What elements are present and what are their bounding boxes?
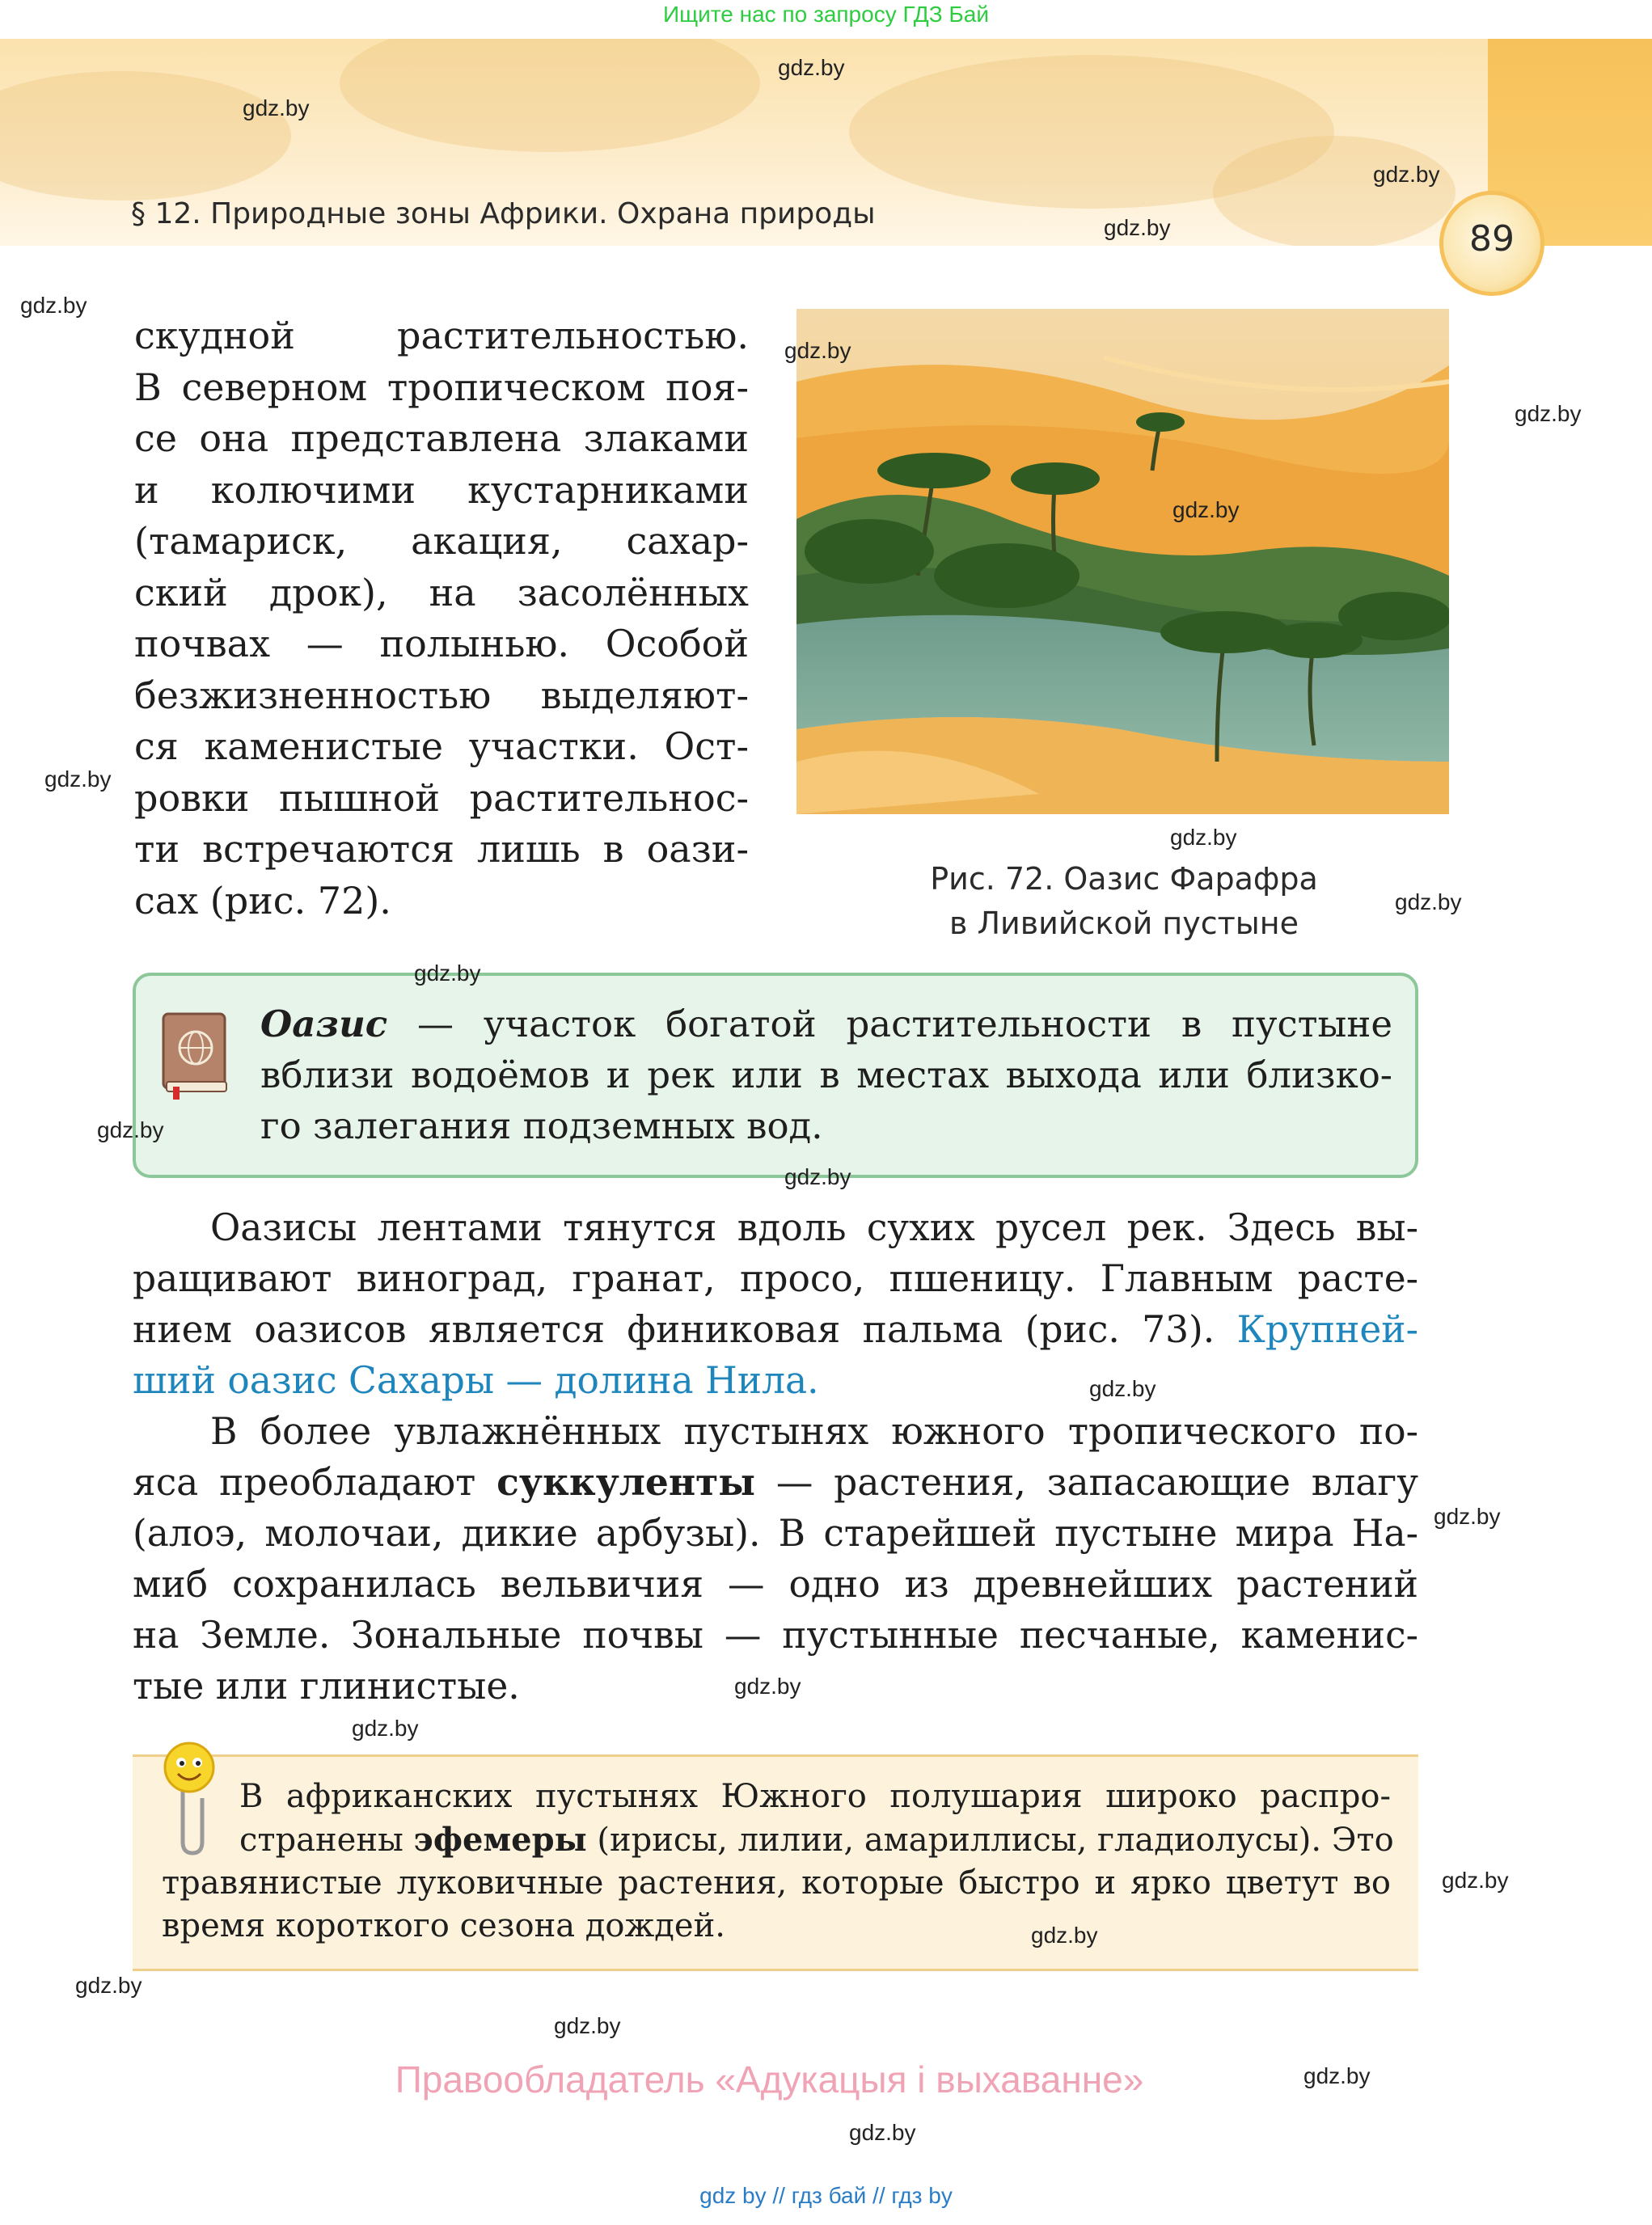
text-line: ровки пышной растительнос- xyxy=(134,775,749,820)
text-fragment: — участок богатой растительности в пустыне xyxy=(387,1003,1392,1045)
text-line: (алоэ, молочаи, дикие арбузы). В старейшей пустыне мира На- xyxy=(133,1512,1418,1555)
text-fragment: (ирисы, лилии, амариллисы, гладиолусы). Это xyxy=(586,1822,1394,1859)
text-line: ский дрок), на засолённых xyxy=(134,570,749,614)
section-title: § 12. Природные зоны Африки. Охрана природы xyxy=(131,197,876,230)
text-line: В северном тропическом поя- xyxy=(134,365,749,409)
watermark: gdz.by xyxy=(414,961,481,986)
caption-line: в Ливийской пустыне xyxy=(949,906,1299,941)
left-column-text xyxy=(134,310,749,927)
footer-links[interactable]: gdz by // гдз бай // гдз by xyxy=(699,2183,953,2208)
text-fragment: нием оазисов является финиковая пальма (рис. 73). xyxy=(133,1308,1237,1351)
text-line xyxy=(260,999,1392,1049)
watermark: gdz.by xyxy=(784,338,851,363)
text-line: и колючими кустарниками xyxy=(134,467,749,512)
text-line xyxy=(133,1304,1418,1355)
watermark: gdz.by xyxy=(784,1164,851,1189)
watermark: gdz.by xyxy=(243,95,310,120)
text-line: се она представлена злаками xyxy=(134,416,749,460)
watermark: gdz.by xyxy=(1442,1868,1509,1893)
text-line: травянистые луковичные растения, которые быстро и ярко цветут во xyxy=(162,1864,1391,1902)
text-fragment: — растения, запасающие влагу xyxy=(754,1461,1418,1504)
watermark: gdz.by xyxy=(1031,1923,1098,1948)
bold-term: суккуленты xyxy=(496,1460,755,1504)
watermark: gdz.by xyxy=(1104,215,1171,240)
text-line: миб сохранилась вельвичия — одно из древнейших растений xyxy=(133,1563,1418,1606)
watermark: gdz.by xyxy=(1395,889,1462,914)
body-text xyxy=(133,1202,1418,1712)
text-fragment: яса преобладают xyxy=(133,1461,497,1504)
highlighted-text: ший оазис Сахары — долина Нила. xyxy=(133,1359,819,1402)
text-line: на Земле. Зональные почвы — пустынные песчаные, каменис- xyxy=(133,1614,1418,1657)
text-line: ращивают виноград, гранат, просо, пшеницу. Главным расте- xyxy=(133,1257,1418,1300)
watermark: gdz.by xyxy=(352,1716,419,1741)
definition-term: Оазис xyxy=(260,1003,388,1045)
watermark: gdz.by xyxy=(1303,2063,1371,2088)
watermark: gdz.by xyxy=(97,1117,164,1142)
text-line: ти встречаются лишь в оази- xyxy=(134,827,749,871)
watermark: gdz.by xyxy=(44,766,112,792)
watermark: gdz.by xyxy=(849,2120,916,2145)
oasis-photo xyxy=(796,309,1449,814)
bold-term: эфемеры xyxy=(413,1821,587,1859)
watermark: gdz.by xyxy=(1172,497,1240,522)
text-line: Оазисы лентами тянутся вдоль сухих русел рек. Здесь вы- xyxy=(210,1206,1418,1249)
top-notice: Ищите нас по запросу ГДЗ Бай xyxy=(662,2,990,27)
text-line: вблизи водоёмов и рек или в местах выхода или близко- xyxy=(260,1053,1392,1096)
watermark: gdz.by xyxy=(734,1674,801,1699)
text-line xyxy=(133,1457,1418,1508)
text-line: го залегания подземных вод. xyxy=(260,1104,823,1147)
watermark: gdz.by xyxy=(778,55,845,80)
caption-line: Рис. 72. Оазис Фарафра xyxy=(930,861,1318,897)
watermark: gdz.by xyxy=(1373,162,1440,187)
watermark: gdz.by xyxy=(1515,401,1582,426)
text-line xyxy=(162,1818,1394,1862)
text-line: ся каменистые участки. Ост- xyxy=(134,724,749,768)
text-line: (тамариск, акация, сахар- xyxy=(134,519,749,563)
text-line: сах (рис. 72). xyxy=(134,878,391,923)
text-line: тые или глинистые. xyxy=(133,1665,520,1708)
watermark: gdz.by xyxy=(1089,1376,1156,1401)
figure-caption xyxy=(906,857,1342,946)
page-number: 89 xyxy=(1469,218,1515,260)
text-line: почвах — полынью. Особой xyxy=(134,622,749,665)
text-line: В более увлажнённых пустынях южного тропического по- xyxy=(210,1410,1418,1453)
highlighted-text: Крупней- xyxy=(1236,1308,1418,1351)
text-fragment: странены xyxy=(239,1822,414,1859)
text-line: В африканских пустынях Южного полушария широко распро- xyxy=(239,1778,1391,1815)
definition-text xyxy=(260,999,1392,1151)
watermark: gdz.by xyxy=(1170,825,1237,850)
fact-text xyxy=(162,1775,1394,1948)
text-line: безжизненностью выделяют- xyxy=(134,673,749,717)
copyright-notice: Правообладатель «Адукацыя і выхаванне» xyxy=(395,2058,1144,2100)
watermark: gdz.by xyxy=(1434,1504,1501,1529)
watermark: gdz.by xyxy=(20,293,87,318)
book-globe-icon xyxy=(158,1009,233,1103)
text-line: скудной растительностью. xyxy=(134,314,749,357)
watermark: gdz.by xyxy=(554,2013,621,2038)
watermark: gdz.by xyxy=(75,1973,142,1998)
text-line: время короткого сезона дождей. xyxy=(162,1907,725,1944)
